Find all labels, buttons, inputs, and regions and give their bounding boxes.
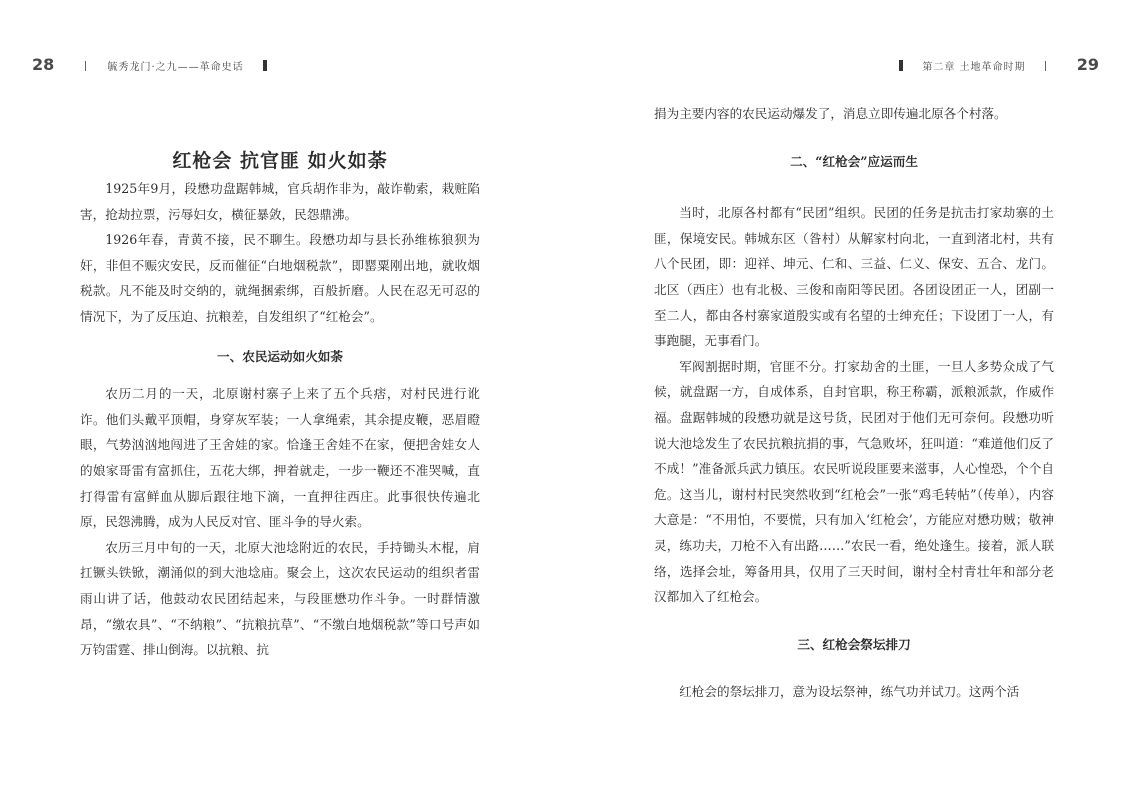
paragraph: 1925年9月，段懋功盘踞韩城，官兵胡作非为，敲诈勒索，栽赃陷害，抢劫拉票，污辱妇女，横征暴敛，民怨鼎沸。	[80, 181, 480, 222]
paragraph: 1926年春，青黄不接，民不聊生。段懋功却与县长孙维栋狼狈为奸，非但不赈灾安民，反而催征“白地烟税款”，即罂粟刚出地，就收烟税款。凡不能及时交纳的，就绳捆索绑，百般折磨。人民在忍无可忍的情况下，为了反压迫、抗粮差，自发组织了“红枪会”。	[80, 232, 480, 324]
running-header: 毓秀龙门·之九——革命史话	[107, 62, 244, 73]
article-title: 红枪会 抗官匪 如火如荼	[172, 150, 388, 172]
paragraph: 农历三月中旬的一天，北原大池埝附近的农民，手持锄头木棍，肩扛镢头铁锨，潮涌似的到大池埝庙。聚会上，这次农民运动的组织者雷雨山讲了话，他鼓动农民团结起来，与段匪懋功作斗争。一时群情激昂，“缴农具”、“不纳粮”、“抗粮抗草”、“不缴白地烟税款”等口号声如万钧雷霆、排山倒海。以抗粮、抗	[80, 539, 480, 658]
paragraph-continuation: 捐为主要内容的农民运动爆发了，消息立即传遍北原各个村落。	[654, 106, 1007, 121]
header-marker-icon	[263, 60, 267, 71]
paragraph: 当时，北原各村都有“民团”组织。民团的任务是抗击打家劫寨的土匪，保境安民。韩城东区（昝村）从解家村向北，一直到渚北村，共有八个民团，即：迎祥、坤元、仁和、三益、仁义、保安、五合、龙门。北区（西庄）也有北极、三俊和南阳等民团。各团设团正一人，团副一至二人，都由各村寨家道殷实或有名望的士绅充任；下设团丁一人，有事跑腿，无事看门。	[654, 205, 1054, 349]
section-heading: 二、“红枪会”应运而生	[790, 153, 918, 169]
paragraph: 红枪会的祭坛排刀，意为设坛祭神，练气功并试刀。这两个活	[679, 684, 1020, 700]
header-marker-icon	[899, 60, 903, 71]
header-separator	[85, 61, 86, 71]
right-text-column	[654, 101, 1054, 705]
right-page-header	[899, 55, 1099, 74]
paragraph: 军阀割据时期，官匪不分。打家劫舍的土匪，一旦人多势众成了气候，就盘踞一方，自成体系，自封官职，称王称霸，派粮派款，作威作福。盘踞韩城的段懋功就是这号货，民团对于他们无可奈何。段懋功听说大池埝发生了农民抗粮抗捐的事，气急败坏，狂叫道：“难道他们反了不成！”准备派兵武力镇压。农民听说段匪要来滋事，人心惶恐，个个自危。这当儿，谢村村民突然收到“红枪会”一张“鸡毛转帖”（传单），内容大意是：“不用怕，不要慌，只有加入‘红枪会’，方能应对懋功贼；敬神灵，练功夫，刀枪不入有出路……”农民一看，绝处逢生。接着，派人联络，选择会址，筹备用具，仅用了三天时间，谢村全村青壮年和部分老汉都加入了红枪会。	[654, 358, 1054, 605]
right-page	[566, 0, 1133, 799]
section-heading: 三、红枪会祭坛排刀	[797, 636, 911, 652]
page-number: 29	[1076, 55, 1099, 74]
page-number: 28	[32, 55, 55, 74]
left-page	[0, 0, 566, 799]
paragraph: 农历二月的一天，北原谢村寨子上来了五个兵痞，对村民进行讹诈。他们头戴平顶帽，身穿灰军装；一人拿绳索，其余提皮鞭，恶眉瞪眼，气势汹汹地闯进了王舍娃的家。恰逢王舍娃不在家，便把舍娃女人的娘家哥雷有富抓住，五花大绑，押着就走，一步一鞭还不准哭喊，直打得雷有富鲜血从脚后跟往地下滴，一直押往西庄。此事很快传遍北原，民怨沸腾，成为人民反对官、匪斗争的导火索。	[80, 386, 480, 530]
left-page-header	[32, 55, 267, 74]
running-header: 第二章 土地革命时期	[922, 62, 1026, 73]
header-separator	[1045, 61, 1046, 71]
section-heading: 一、农民运动如火如荼	[217, 348, 343, 364]
left-text-column	[80, 176, 480, 663]
